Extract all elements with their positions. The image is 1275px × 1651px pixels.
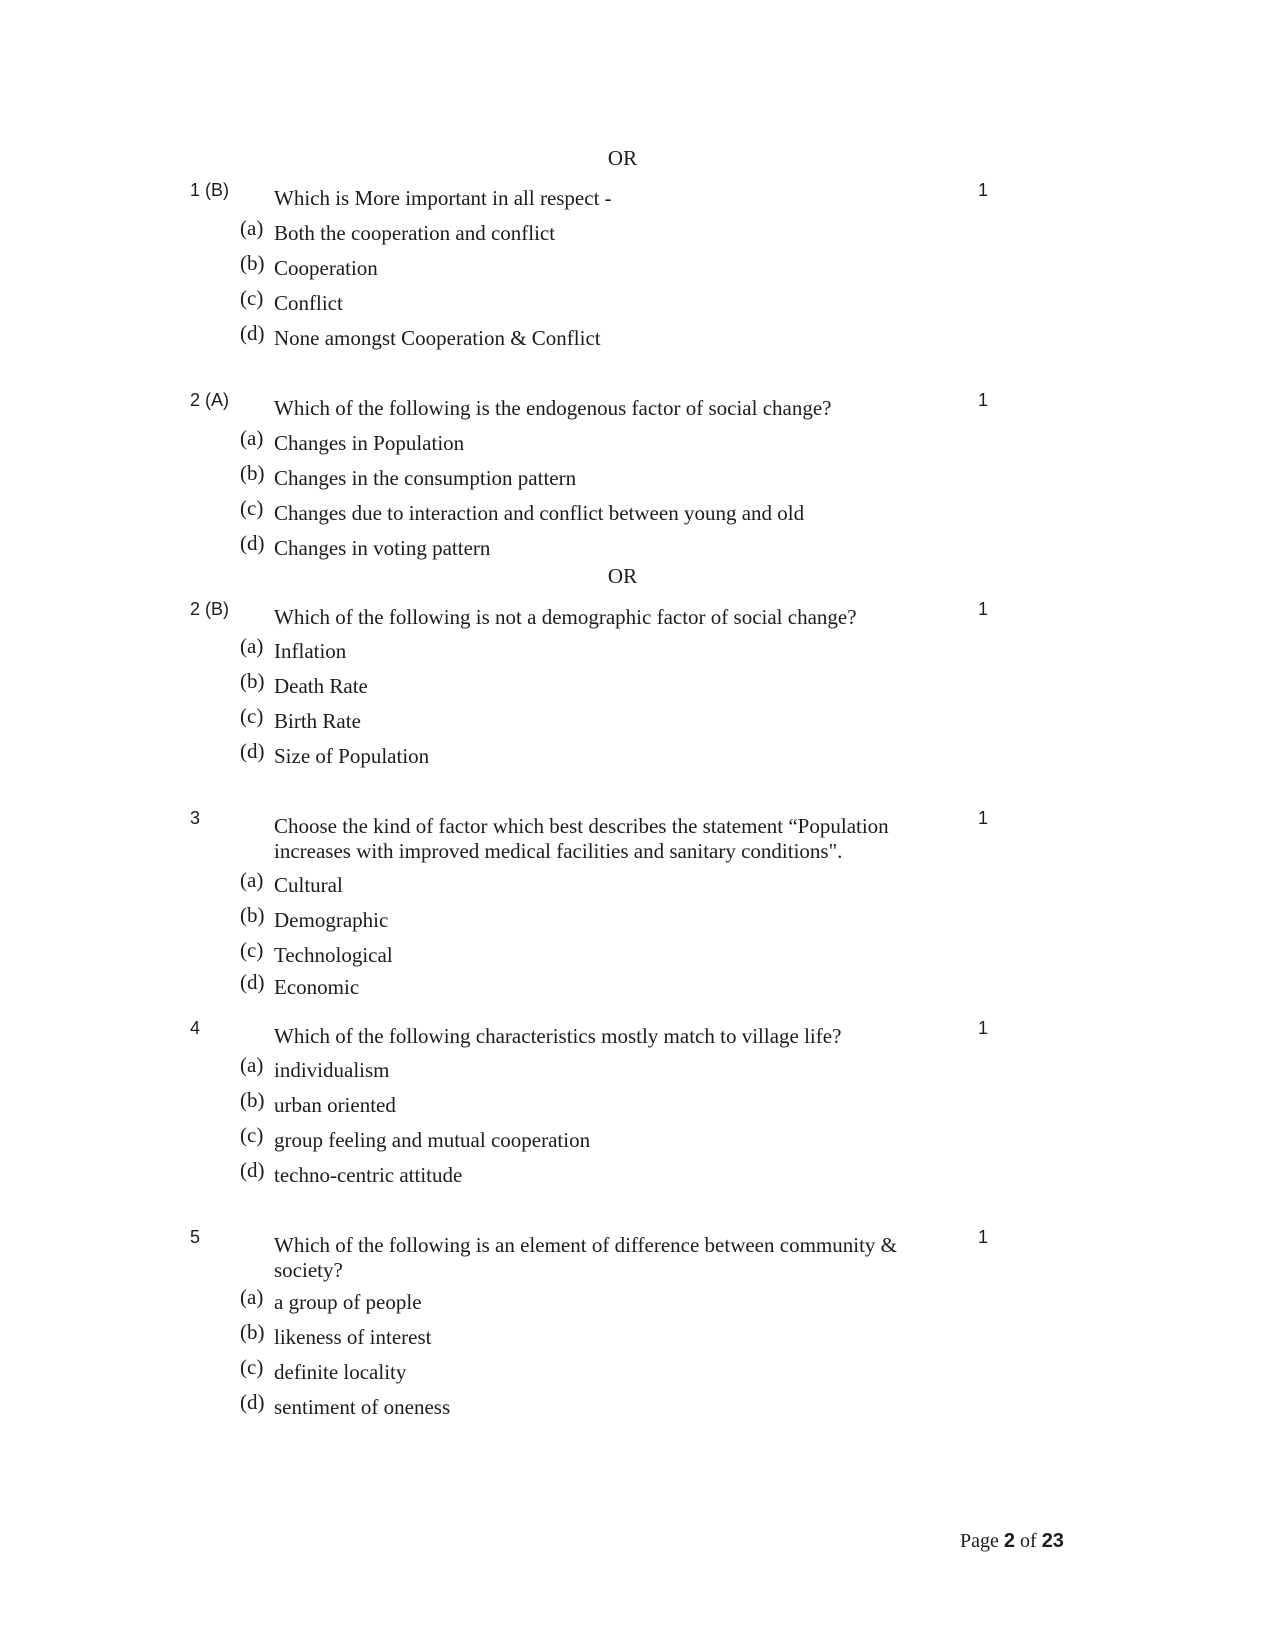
- option-label: (c): [240, 286, 264, 310]
- or-divider: OR: [607, 146, 638, 170]
- option-text: likeness of interest: [274, 1325, 432, 1349]
- question-number: 4: [190, 1018, 201, 1038]
- option-label: (d): [240, 970, 265, 994]
- option-label: (d): [240, 1158, 265, 1182]
- question-text: Which of the following is an element of difference between community & society?: [274, 1233, 897, 1282]
- option-label: (d): [240, 321, 265, 345]
- option-text: Death Rate: [274, 674, 368, 698]
- page-total: 23: [1041, 1530, 1064, 1552]
- option-label: (a): [240, 426, 264, 450]
- option-label: (b): [240, 669, 265, 693]
- option-text: Inflation: [274, 639, 347, 663]
- option-label: (b): [240, 461, 265, 485]
- question-text: Choose the kind of factor which best describes the statement “Population increases with improved medical facilities and sanitary conditions".: [274, 814, 889, 863]
- option-label: (c): [240, 938, 264, 962]
- option-text: techno-centric attitude: [274, 1163, 463, 1187]
- option-label: (a): [240, 1285, 264, 1309]
- question-text: Which is More important in all respect -: [274, 186, 612, 210]
- option-label: (a): [240, 1053, 264, 1077]
- option-text: Changes due to interaction and conflict between young and old: [274, 501, 805, 525]
- question-marks: 1: [978, 1018, 989, 1038]
- option-label: (a): [240, 868, 264, 892]
- page-of: of: [1020, 1530, 1037, 1552]
- question-number: 1 (B): [190, 180, 230, 200]
- option-text: Cooperation: [274, 256, 378, 280]
- question-number: 2 (B): [190, 599, 230, 619]
- question-number: 5: [190, 1227, 201, 1247]
- option-text: urban oriented: [274, 1093, 396, 1117]
- option-label: (b): [240, 903, 265, 927]
- option-label: (d): [240, 1390, 265, 1414]
- page-footer: [960, 1530, 1064, 1553]
- option-text: sentiment of oneness: [274, 1395, 451, 1419]
- question-number: 2 (A): [190, 390, 230, 410]
- option-text: individualism: [274, 1058, 390, 1082]
- option-text: None amongst Cooperation & Conflict: [274, 326, 601, 350]
- option-text: Birth Rate: [274, 709, 361, 733]
- option-text: Both the cooperation and conflict: [274, 221, 556, 245]
- option-label: (b): [240, 1088, 265, 1112]
- option-label: (c): [240, 496, 264, 520]
- option-text: a group of people: [274, 1290, 422, 1314]
- option-text: Cultural: [274, 873, 343, 897]
- question-text: Which of the following is the endogenous factor of social change?: [274, 396, 832, 420]
- option-label: (d): [240, 739, 265, 763]
- page-prefix: Page: [960, 1530, 999, 1552]
- question-marks: 1: [978, 180, 989, 200]
- option-text: Economic: [274, 975, 360, 999]
- question-marks: 1: [978, 599, 989, 619]
- question-number: 3: [190, 808, 201, 828]
- option-text: group feeling and mutual cooperation: [274, 1128, 591, 1152]
- option-label: (c): [240, 1355, 264, 1379]
- option-label: (b): [240, 251, 265, 275]
- option-text: Changes in Population: [274, 431, 465, 455]
- page-current: 2: [1003, 1530, 1016, 1552]
- option-label: (d): [240, 531, 265, 555]
- or-divider: OR: [607, 564, 638, 588]
- option-label: (c): [240, 704, 264, 728]
- option-text: Conflict: [274, 291, 343, 315]
- question-marks: 1: [978, 808, 989, 828]
- option-label: (b): [240, 1320, 265, 1344]
- option-label: (a): [240, 634, 264, 658]
- option-text: definite locality: [274, 1360, 407, 1384]
- option-text: Demographic: [274, 908, 389, 932]
- question-text: Which of the following is not a demographic factor of social change?: [274, 605, 857, 629]
- option-text: Changes in voting pattern: [274, 536, 491, 560]
- question-text: Which of the following characteristics mostly match to village life?: [274, 1024, 842, 1048]
- option-text: Technological: [274, 943, 393, 967]
- question-marks: 1: [978, 1227, 989, 1247]
- question-marks: 1: [978, 390, 989, 410]
- option-text: Size of Population: [274, 744, 430, 768]
- option-label: (c): [240, 1123, 264, 1147]
- option-label: (a): [240, 216, 264, 240]
- option-text: Changes in the consumption pattern: [274, 466, 577, 490]
